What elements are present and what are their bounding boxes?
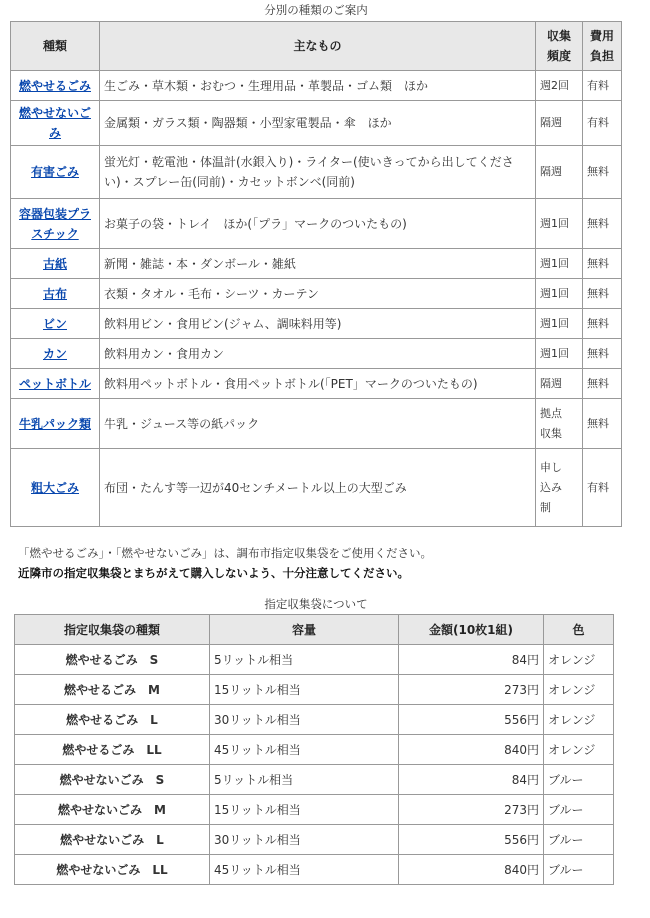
bag-price: 556円 bbox=[399, 705, 544, 735]
table-row bbox=[11, 146, 622, 199]
header-frequency: 収集 頻度 bbox=[536, 22, 583, 71]
row-frequency: 週2回 bbox=[536, 71, 583, 101]
note-designated-bags: 「燃やせるごみ」・「燃やせないごみ」は、調布市指定収集袋をご使用ください。 bbox=[18, 546, 432, 560]
bag-capacity: 15リットル相当 bbox=[210, 675, 399, 705]
link-yugai[interactable]: 有害ごみ bbox=[30, 165, 79, 179]
bag-type: 燃やせるごみ S bbox=[15, 645, 210, 675]
bag-type: 燃やせるごみ L bbox=[15, 705, 210, 735]
link-sodai[interactable]: 粗大ごみ bbox=[30, 480, 79, 495]
table-row bbox=[15, 825, 614, 855]
bag-capacity: 30リットル相当 bbox=[210, 825, 399, 855]
bags-table bbox=[14, 614, 614, 885]
row-items: 飲料用カン・食用カン bbox=[100, 339, 536, 369]
table-row bbox=[11, 309, 622, 339]
link-koshi[interactable]: 古紙 bbox=[42, 256, 67, 271]
bag-capacity: 30リットル相当 bbox=[210, 705, 399, 735]
header-bag-type: 指定収集袋の種類 bbox=[15, 615, 210, 645]
row-items: 金属類・ガラス類・陶器類・小型家電製品・傘 ほか bbox=[100, 101, 536, 146]
bag-capacity: 5リットル相当 bbox=[210, 765, 399, 795]
table-row bbox=[11, 339, 622, 369]
bag-color: オレンジ bbox=[544, 675, 614, 705]
page bbox=[10, 0, 622, 885]
row-fee: 無料 bbox=[583, 199, 622, 249]
header-items: 主なもの bbox=[100, 22, 536, 71]
header-kind: 種類 bbox=[11, 22, 100, 71]
table-row bbox=[11, 399, 622, 449]
row-frequency: 週1回 bbox=[536, 279, 583, 309]
row-items: 飲料用ペットボトル・食用ペットボトル(「PET」マークのついたもの) bbox=[100, 369, 536, 399]
sorting-table bbox=[10, 21, 622, 527]
table-row bbox=[15, 705, 614, 735]
notes bbox=[10, 527, 622, 590]
row-frequency: 隔週 bbox=[536, 146, 583, 199]
row-frequency: 拠点 収集 bbox=[536, 399, 583, 449]
header-price: 金額(10枚1組) bbox=[399, 615, 544, 645]
row-fee: 無料 bbox=[583, 339, 622, 369]
row-frequency: 週1回 bbox=[536, 339, 583, 369]
bag-type: 燃やせないごみ LL bbox=[15, 855, 210, 885]
bag-capacity: 45リットル相当 bbox=[210, 735, 399, 765]
bag-price: 84円 bbox=[399, 645, 544, 675]
table-row bbox=[15, 855, 614, 885]
table-row bbox=[15, 795, 614, 825]
row-frequency: 週1回 bbox=[536, 199, 583, 249]
row-fee: 無料 bbox=[583, 146, 622, 199]
row-frequency: 週1回 bbox=[536, 249, 583, 279]
row-fee: 無料 bbox=[583, 309, 622, 339]
bag-price: 273円 bbox=[399, 675, 544, 705]
bag-type: 燃やせないごみ S bbox=[15, 765, 210, 795]
table-row bbox=[11, 279, 622, 309]
bag-type: 燃やせるごみ M bbox=[15, 675, 210, 705]
bag-capacity: 15リットル相当 bbox=[210, 795, 399, 825]
row-items: 飲料用ビン・食用ビン(ジャム、調味料用等) bbox=[100, 309, 536, 339]
link-plastic[interactable]: 容器包装プラ スチック bbox=[18, 206, 91, 241]
row-fee: 有料 bbox=[583, 71, 622, 101]
row-fee: 有料 bbox=[583, 449, 622, 527]
bags-table-caption: 指定収集袋について bbox=[264, 597, 368, 611]
bag-capacity: 45リットル相当 bbox=[210, 855, 399, 885]
bag-capacity: 5リットル相当 bbox=[210, 645, 399, 675]
bag-type: 燃やせるごみ LL bbox=[15, 735, 210, 765]
table-row bbox=[11, 71, 622, 101]
row-items: 生ごみ・草木類・おむつ・生理用品・革製品・ゴム類 ほか bbox=[100, 71, 536, 101]
row-frequency: 申し 込み 制 bbox=[536, 449, 583, 527]
bag-color: オレンジ bbox=[544, 735, 614, 765]
bag-type: 燃やせないごみ L bbox=[15, 825, 210, 855]
bag-type: 燃やせないごみ M bbox=[15, 795, 210, 825]
row-items: 牛乳・ジュース等の紙パック bbox=[100, 399, 536, 449]
row-frequency: 隔週 bbox=[536, 101, 583, 146]
table-row bbox=[15, 645, 614, 675]
row-fee: 無料 bbox=[583, 279, 622, 309]
table-row bbox=[11, 449, 622, 527]
bag-color: オレンジ bbox=[544, 705, 614, 735]
table-row bbox=[11, 199, 622, 249]
header-capacity: 容量 bbox=[210, 615, 399, 645]
link-kofu[interactable]: 古布 bbox=[42, 286, 67, 301]
note-warning: 近隣市の指定収集袋とまちがえて購入しないよう、十分注意してください。 bbox=[18, 566, 409, 580]
row-items: 新聞・雑誌・本・ダンボール・雑紙 bbox=[100, 249, 536, 279]
table-row bbox=[11, 101, 622, 146]
bag-color: ブルー bbox=[544, 795, 614, 825]
table-row bbox=[11, 369, 622, 399]
link-pet-bottle[interactable]: ペットボトル bbox=[18, 376, 91, 391]
bag-price: 840円 bbox=[399, 735, 544, 765]
row-fee: 無料 bbox=[583, 369, 622, 399]
bag-price: 556円 bbox=[399, 825, 544, 855]
row-frequency: 隔週 bbox=[536, 369, 583, 399]
table-row bbox=[15, 735, 614, 765]
bag-color: オレンジ bbox=[544, 645, 614, 675]
row-items: お菓子の袋・トレイ ほか(「プラ」マークのついたもの) bbox=[100, 199, 536, 249]
row-fee: 有料 bbox=[583, 101, 622, 146]
table-row bbox=[15, 675, 614, 705]
row-items: 布団・たんす等一辺が40センチメートル以上の大型ごみ bbox=[100, 449, 536, 527]
row-items: 蛍光灯・乾電池・体温計(水銀入り)・ライター(使いきってから出してくださ い)・スプレー缶(同前)・カセットボンベ(同前) bbox=[100, 146, 536, 199]
table-row bbox=[15, 765, 614, 795]
link-kan[interactable]: カン bbox=[42, 346, 67, 361]
link-milk-pack[interactable]: 牛乳パック類 bbox=[18, 416, 91, 431]
row-fee: 無料 bbox=[583, 399, 622, 449]
link-bin[interactable]: ビン bbox=[42, 316, 67, 331]
header-fee: 費用 負担 bbox=[583, 22, 622, 71]
row-frequency: 週1回 bbox=[536, 309, 583, 339]
bag-price: 84円 bbox=[399, 765, 544, 795]
bag-color: ブルー bbox=[544, 855, 614, 885]
bag-color: ブルー bbox=[544, 825, 614, 855]
row-items: 衣類・タオル・毛布・シーツ・カーテン bbox=[100, 279, 536, 309]
sorting-table-caption: 分別の種類のご案内 bbox=[264, 3, 368, 17]
table-row bbox=[11, 249, 622, 279]
bag-price: 840円 bbox=[399, 855, 544, 885]
bag-color: ブルー bbox=[544, 765, 614, 795]
header-color: 色 bbox=[544, 615, 614, 645]
row-fee: 無料 bbox=[583, 249, 622, 279]
bag-price: 273円 bbox=[399, 795, 544, 825]
link-moyaseru[interactable]: 燃やせるごみ bbox=[18, 78, 91, 93]
link-moyasenai[interactable]: 燃やせないご み bbox=[18, 106, 91, 140]
